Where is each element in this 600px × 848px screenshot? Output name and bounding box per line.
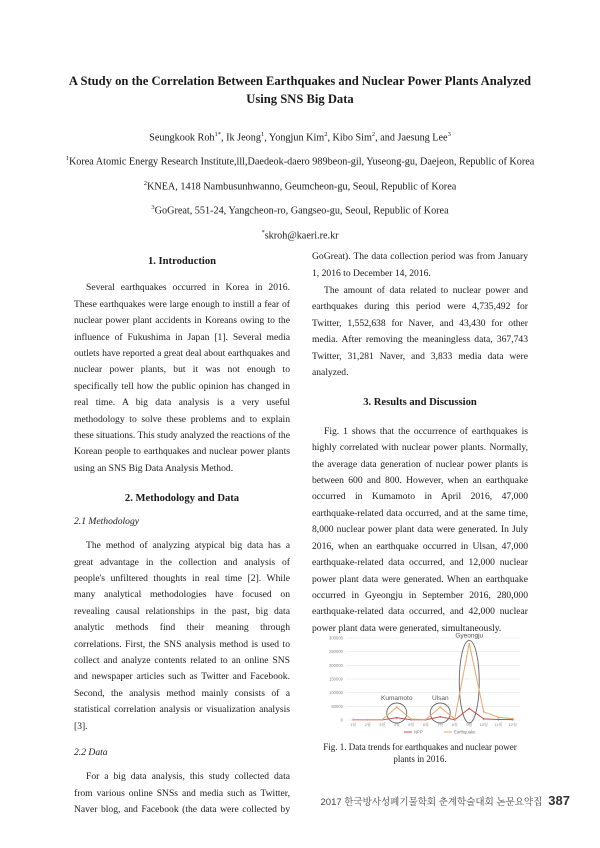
data-point-earthquake — [512, 718, 514, 720]
data-paragraph-2: The amount of data related to nuclear power and earthquakes during this period were 4,735,492 for Twitter, 1,552,638 for Naver, and 43,430 for other media. After removing the meaningless data, 367,743 Twitter, 31,281 Naver, and 3,833 media data were analyzed. — [312, 285, 528, 379]
paper-title — [40, 72, 560, 108]
footer-text: 2017 한국방사성폐기물학회 춘계학술대회 논문요약집 — [320, 796, 543, 808]
figure-caption: Fig. 1. Data trends for earthquakes and nuclear power plants in 2016. — [323, 742, 517, 764]
affiliation-2: $^2$KNEA, 1418 Nambusunhwanno, Geumcheon-gu, Seoul, Republic of Korea — [143, 179, 457, 193]
section-heading-introduction: 1. Introduction — [147, 256, 217, 267]
x-tick-label: 2월 — [364, 722, 371, 727]
y-tick-label: 0 — [340, 717, 343, 723]
x-tick-label: 9월 — [466, 722, 473, 727]
y-tick-label: 100000 — [329, 690, 343, 696]
data-point-earthquake — [454, 718, 456, 720]
introduction-paragraph: Several earthquakes occurred in Korea in 2016. These earthquakes were large enough to instill a fear of nuclear power plant accidents in Koreans owing to the influence of Fukushima in Japan [1]. Several media outlets have reported a great deal about earthquakes and nuclear power plants, but it was not enough to specifically tell how the public opinion has changed in real time. A big data analysis is a very useful methodology to solve these problems and to explain these situations. This study analyzed the reactions of the Korean people to earthquakes and nuclear power plants using an SNS Big Data Analysis Method. — [74, 282, 290, 474]
author-sep: , — [327, 132, 333, 144]
y-tick-label: 150000 — [329, 676, 343, 682]
methodology-paragraph: The method of analyzing atypical big data has a great advantage in the collection and analysis of people's unfiltered thoughts in real time [2]. While many analytical methodologies have focused on revealing causal relationships in the past, big data analytic methods find their meaning through correlations. First, the SNS analysis method is used to collect and analyze contents related to an online SNS and newspaper articles such as Twitter and Facebook. Second, the analysis method mainly consists of a statistical correlation analysis or visualization analysis [3]. — [74, 540, 290, 732]
y-tick-label: 50000 — [331, 703, 343, 709]
contact-email: *skroh@kaeri.re.kr — [261, 228, 339, 241]
author-sup: 3 — [447, 131, 451, 138]
author-sup: 1* — [214, 131, 222, 138]
data-point-npp — [483, 718, 485, 720]
x-tick-label: 11월 — [494, 722, 503, 727]
data-point-npp — [497, 719, 499, 721]
author-list — [40, 124, 560, 148]
y-tick-label: 200000 — [329, 662, 343, 668]
data-paragraph-continued: GoGreat). The data collection period was from January 1, 2016 to December 14, 2016. — [312, 251, 528, 279]
x-tick-label: 6월 — [422, 722, 429, 727]
legend-label: NPP — [414, 729, 423, 735]
data-paragraph: For a big data analysis, this study collected data from various online SNSs and media such as Twitter, Naver blog, and Facebook (the data were collected by — [74, 771, 290, 816]
data-point-earthquake — [439, 706, 441, 708]
y-tick-label: 300000 — [329, 635, 343, 641]
data-point-earthquake — [425, 719, 427, 721]
affiliation-3: $^3$GoGreat, 551-24, Yangcheon-ro, Gangseo-gu, Seoul, Republic of Korea — [151, 204, 449, 217]
section-heading-results: 3. Results and Discussion — [363, 397, 477, 409]
author-sup: 2 — [324, 131, 328, 138]
x-tick-label: 4월 — [393, 722, 400, 727]
section-heading-methodology: 2. Methodology and Data — [124, 493, 240, 505]
author-sup: 2 — [371, 131, 376, 138]
author-name: Kibo Sim — [332, 132, 372, 144]
legend-label: Earthquake — [454, 729, 476, 735]
data-point-earthquake — [352, 719, 354, 721]
data-point-earthquake — [468, 643, 470, 645]
author-block — [40, 124, 560, 246]
x-tick-label: 3월 — [379, 722, 386, 727]
author-sep: , — [264, 132, 269, 144]
author-sep: , — [221, 132, 227, 144]
y-tick-label: 250000 — [329, 649, 343, 655]
earthquake-npp-chart — [312, 628, 528, 738]
data-point-earthquake — [367, 719, 369, 721]
left-column — [74, 254, 290, 819]
data-point-earthquake — [497, 716, 499, 718]
x-tick-label: 12월 — [508, 722, 517, 727]
annotation-label: Kumamoto — [381, 695, 413, 702]
affiliation-1: $^1$Korea Atomic Energy Research Institute,lll,Daedeok-daero 989beon-gil, Yuseong-gu, Daejeon, Republic of Korea — [65, 155, 535, 168]
author-sup: 1 — [260, 131, 265, 138]
author-name: Ik Jeong — [226, 132, 261, 144]
title-line-2: Using SNS Big Data — [246, 92, 354, 106]
data-point-earthquake — [396, 706, 398, 708]
data-point-npp — [468, 708, 470, 710]
x-tick-label: 5월 — [408, 722, 415, 727]
data-point-earthquake — [483, 711, 485, 713]
x-tick-label: 10월 — [479, 722, 488, 727]
data-point-npp — [396, 717, 398, 719]
title-line-1: A Study on the Correlation Between Earthquakes and Nuclear Power Plants Analyzed — [68, 74, 532, 88]
data-point-npp — [439, 716, 441, 718]
data-point-earthquake — [381, 719, 383, 721]
author-name: Yongjun Kim — [268, 132, 325, 144]
subsection-heading-methodology: 2.1 Methodology — [74, 515, 140, 527]
author-sep: , and — [375, 132, 398, 144]
x-tick-label: 8월 — [451, 722, 458, 727]
results-paragraph: Fig. 1 shows that the occurrence of earthquakes is highly correlated with nuclear power plants. Normally, the average data generation of nuclear power plants is between 600 and 800. However, when an earthquake occurred in Kumamoto in April 2016, 47,000 earthquake-related data occurred, and at the same time, 8,000 nuclear power plant data were generated. In July 2016, when an earthquake occurred in Ulsan, 47,000 earthquake-related data occurred, and 12,000 nuclear power plant data were generated. When an earthquake occurred in Gyeongju in September 2016, 280,000 earthquake-related data occurred, and 42,000 nuclear power plant data were generated, simultaneously. — [312, 425, 528, 634]
author-name: Seungkook Roh — [149, 132, 215, 144]
author-name: Jaesung Lee — [397, 132, 448, 144]
annotation-label: Gyeongju — [455, 632, 484, 640]
subsection-heading-data: 2.2 Data — [74, 746, 108, 758]
x-tick-label: 1월 — [350, 722, 357, 727]
annotation-label: Ulsan — [431, 695, 449, 702]
page-number: 387 — [548, 793, 570, 809]
page-footer — [321, 792, 570, 810]
x-tick-label: 7월 — [437, 722, 444, 727]
series-line-earthquake — [353, 643, 513, 719]
data-point-earthquake — [410, 718, 412, 720]
